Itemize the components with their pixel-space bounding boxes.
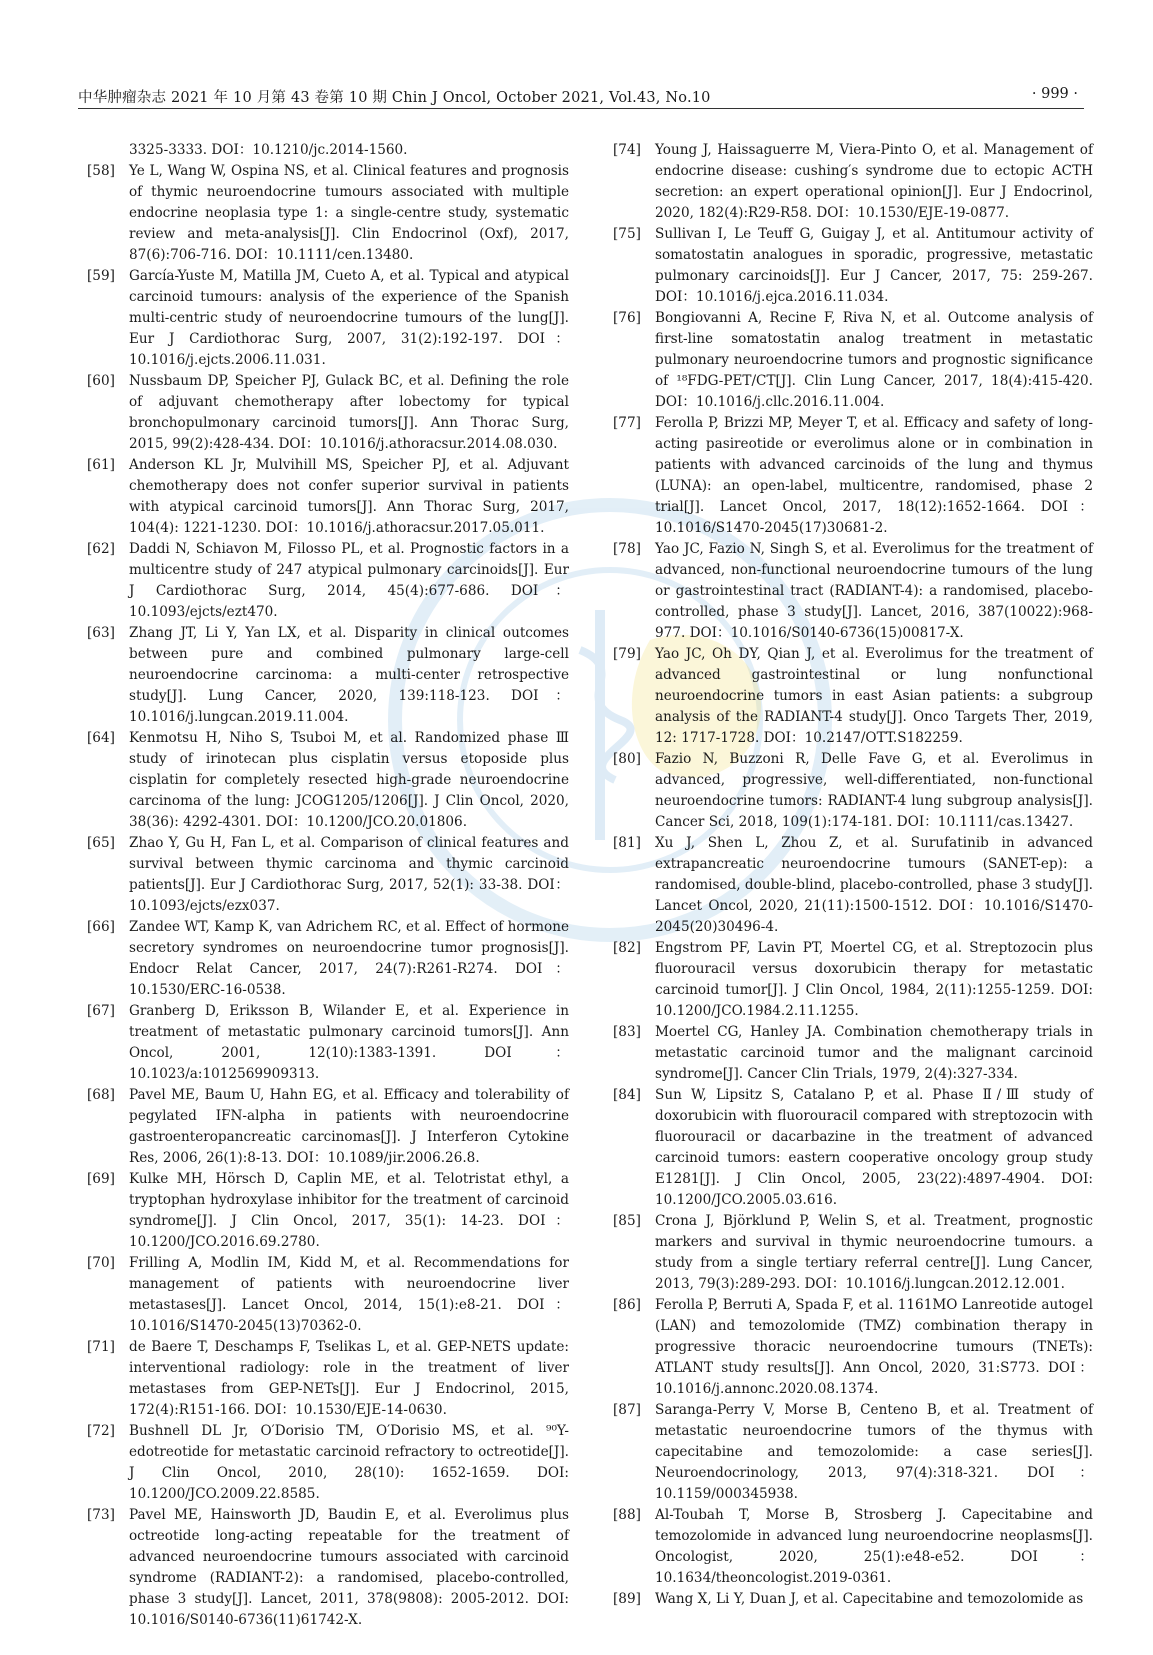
reference-text: Xu J, Shen L, Zhou Z, et al. Surufatinib in advanced extrapancreatic neuroendocrine tumours (SANET-ep): a randomised, double-blind, placebo-controlled, phase 3 study[J]. Lancet Oncol, 2020, 21(11):1500-1512. DOI：10.1016/S1470-2045(20)30496-4. [655,835,1093,935]
reference-text: Anderson KL Jr, Mulvihill MS, Speicher PJ, et al. Adjuvant chemotherapy does not confer superior survival in patients with atypical carcinoid tumors[J]. Ann Thorac Surg, 2017, 104(4): 1221-1230. DOI：10.1016/j.athoracsur.2017.05.011. [129,457,569,536]
reference-entry [613,1295,1093,1400]
reference-entry [613,1400,1093,1505]
reference-number: [78] [613,541,641,557]
reference-text: Frilling A, Modlin IM, Kidd M, et al. Recommendations for management of patients with neuroendocrine liver metastases[J]. Lancet Oncol, 2014, 15(1):e8-21. DOI：10.1016/S1470-2045(13)70362-0. [129,1255,569,1334]
reference-number: [80] [613,751,641,767]
reference-number: [66] [87,919,115,935]
reference-entry [87,1253,569,1337]
reference-entry [87,161,569,266]
reference-text: Ferolla P, Brizzi MP, Meyer T, et al. Efficacy and safety of long-acting pasireotide or everolimus alone or in combination in patients with advanced carcinoids of the lung and thymus (LUNA): an open-label, multicentre, randomised, phase 2 trial[J]. Lancet Oncol, 2017, 18(12):1652-1664. DOI：10.1016/S1470-2045(17)30681-2. [655,415,1093,536]
reference-number: [63] [87,625,115,641]
reference-number: [88] [613,1507,641,1523]
reference-number: [83] [613,1024,641,1040]
reference-text: Engstrom PF, Lavin PT, Moertel CG, et al. Streptozocin plus fluorouracil versus doxorubicin therapy for metastatic carcinoid tumor[J]. J Clin Oncol, 1984, 2(11):1255-1259. DOI: 10.1200/JCO.1984.2.11.1255. [655,940,1093,1019]
reference-entry [87,1085,569,1169]
reference-entry [87,539,569,623]
reference-entry [87,917,569,1001]
reference-number: [61] [87,457,115,473]
reference-text: 3325-3333. DOI：10.1210/jc.2014-1560. [129,142,408,158]
reference-text: Bongiovanni A, Recine F, Riva N, et al. Outcome analysis of first-line somatostatin analog treatment in metastatic pulmonary neuroendocrine tumors and prognostic significance of ¹⁸FDG-PET/CT[J]. Clin Lung Cancer, 2017, 18(4):415-420. DOI：10.1016/j.cllc.2016.11.004. [655,310,1093,410]
reference-number: [81] [613,835,641,851]
reference-entry [613,224,1093,308]
reference-text: Pavel ME, Baum U, Hahn EG, et al. Efficacy and tolerability of pegylated IFN-alpha in patients with neuroendocrine gastroenteropancreatic carcinomas[J]. J Interferon Cytokine Res, 2006, 26(1):8-13. DOI：10.1089/jir.2006.26.8. [129,1087,569,1166]
references-right-column [613,140,1093,1610]
reference-number: [87] [613,1402,641,1418]
reference-text: Zhao Y, Gu H, Fan L, et al. Comparison of clinical features and survival between thymic carcinoma and thymic carcinoid patients[J]. Eur J Cardiothorac Surg, 2017, 52(1): 33-38. DOI：10.1093/ejcts/ezx037. [129,835,569,914]
reference-entry [87,1001,569,1085]
reference-entry [87,1169,569,1253]
reference-number: [85] [613,1213,641,1229]
reference-entry [613,833,1093,938]
references-left-column [87,140,569,1631]
reference-entry [87,266,569,371]
reference-text: Daddi N, Schiavon M, Filosso PL, et al. Prognostic factors in a multicentre study of 247 atypical pulmonary carcinoids[J]. Eur J Cardiothorac Surg, 2014, 45(4):677-686. DOI：10.1093/ejcts/ezt470. [129,541,569,620]
reference-entry [613,749,1093,833]
reference-number: [73] [87,1507,115,1523]
reference-number: [59] [87,268,115,284]
reference-text: Ferolla P, Berruti A, Spada F, et al. 1161MO Lanreotide autogel (LAN) and temozolomide (TMZ) combination therapy in progressive thoracic neuroendocrine tumours (TNETs): ATLANT study results[J]. Ann Oncol, 2020, 31:S773. DOI：10.1016/j.annonc.2020.08.1374. [655,1297,1093,1397]
reference-text: Saranga-Perry V, Morse B, Centeno B, et al. Treatment of metastatic neuroendocrine tumors of the thymus with capecitabine and temozolomide: a case series[J]. Neuroendocrinology, 2013, 97(4):318-321. DOI：10.1159/000345938. [655,1402,1093,1502]
reference-number: [68] [87,1087,115,1103]
reference-entry [613,308,1093,413]
reference-number: [79] [613,646,641,662]
reference-entry [87,1505,569,1631]
reference-text: Sullivan I, Le Teuff G, Guigay J, et al. Antitumour activity of somatostatin analogues in sporadic, progressive, metastatic pulmonary carcinoids[J]. Eur J Cancer, 2017, 75: 259-267. DOI：10.1016/j.ejca.2016.11.034. [655,226,1093,305]
reference-number: [71] [87,1339,115,1355]
reference-number: [77] [613,415,641,431]
reference-number: [75] [613,226,641,242]
reference-entry [87,455,569,539]
reference-text: Kulke MH, Hörsch D, Caplin ME, et al. Telotristat ethyl, a tryptophan hydroxylase inhibitor for the treatment of carcinoid syndrome[J]. J Clin Oncol, 2017, 35(1): 14-23. DOI：10.1200/JCO.2016.69.2780. [129,1171,569,1250]
reference-text: Young J, Haissaguerre M, Viera-Pinto O, et al. Management of endocrine disease: cushing′s syndrome due to ectopic ACTH secretion: an expert operational opinion[J]. Eur J Endocrinol, 2020, 182(4):R29-R58. DOI：10.1530/EJE-19-0877. [655,142,1093,221]
reference-entry [613,644,1093,749]
reference-number: [89] [613,1591,641,1607]
reference-entry [87,833,569,917]
reference-number: [69] [87,1171,115,1187]
reference-text: Sun W, Lipsitz S, Catalano P, et al. Phase Ⅱ/Ⅲ study of doxorubicin with fluorouracil compared with streptozocin with fluorouracil or dacarbazine in the treatment of advanced carcinoid tumors: eastern cooperative oncology group study E1281[J]. J Clin Oncol, 2005, 23(22):4897-4904. DOI: 10.1200/JCO.2005.03.616. [655,1087,1093,1208]
reference-text: Yao JC, Oh DY, Qian J, et al. Everolimus for the treatment of advanced gastrointestinal or lung nonfunctional neuroendocrine tumors in east Asian patients: a subgroup analysis of the RADIANT-4 study[J]. Onco Targets Ther, 2019, 12: 1717-1728. DOI：10.2147/OTT.S182259. [655,646,1093,746]
reference-number: [72] [87,1423,115,1439]
reference-number: [84] [613,1087,641,1103]
reference-entry [613,140,1093,224]
reference-entry [87,1421,569,1505]
reference-number: [60] [87,373,115,389]
reference-number: [70] [87,1255,115,1271]
reference-text: Al-Toubah T, Morse B, Strosberg J. Capecitabine and temozolomide in advanced lung neuroendocrine neoplasms[J]. Oncologist, 2020, 25(1):e48-e52. DOI：10.1634/theoncologist.2019-0361. [655,1507,1093,1586]
reference-entry [87,140,569,161]
reference-text: Kenmotsu H, Niho S, Tsuboi M, et al. Randomized phase Ⅲ study of irinotecan plus cisplatin versus etoposide plus cisplatin for completely resected high-grade neuroendocrine carcinoma of the lung: JCOG1205/1206[J]. J Clin Oncol, 2020, 38(36): 4292-4301. DOI：10.1200/JCO.20.01806. [129,730,569,830]
page-number: · 999 · [1031,86,1078,102]
reference-number: [62] [87,541,115,557]
reference-text: Granberg D, Eriksson B, Wilander E, et al. Experience in treatment of metastatic pulmonary carcinoid tumors[J]. Ann Oncol, 2001, 12(10):1383-1391. DOI：10.1023/a:1012569909313. [129,1003,569,1082]
reference-entry [613,938,1093,1022]
reference-text: Zhang JT, Li Y, Yan LX, et al. Disparity in clinical outcomes between pure and combined pulmonary large-cell neuroendocrine carcinoma: a multi-center retrospective study[J]. Lung Cancer, 2020, 139:118-123. DOI：10.1016/j.lungcan.2019.11.004. [129,625,569,725]
reference-entry [613,539,1093,644]
reference-entry [87,623,569,728]
reference-text: Nussbaum DP, Speicher PJ, Gulack BC, et al. Defining the role of adjuvant chemotherapy after lobectomy for typical bronchopulmonary carcinoid tumors[J]. Ann Thorac Surg, 2015, 99(2):428-434. DOI：10.1016/j.athoracsur.2014.08.030. [129,373,569,452]
reference-text: Fazio N, Buzzoni R, Delle Fave G, et al. Everolimus in advanced, progressive, well-differentiated, non-functional neuroendocrine tumors: RADIANT-4 lung subgroup analysis[J]. Cancer Sci, 2018, 109(1):174-181. DOI：10.1111/cas.13427. [655,751,1093,830]
reference-entry [613,1022,1093,1085]
reference-entry [613,413,1093,539]
reference-number: [86] [613,1297,641,1313]
reference-number: [74] [613,142,641,158]
reference-text: García-Yuste M, Matilla JM, Cueto A, et al. Typical and atypical carcinoid tumours: analysis of the experience of the Spanish multi-centric study of neuroendocrine tumours of the lung[J]. Eur J Cardiothorac Surg, 2007, 31(2):192-197. DOI：10.1016/j.ejcts.2006.11.031. [129,268,569,368]
reference-number: [64] [87,730,115,746]
reference-number: [82] [613,940,641,956]
reference-entry [87,1337,569,1421]
reference-number: [65] [87,835,115,851]
reference-text: Wang X, Li Y, Duan J, et al. Capecitabine and temozolomide as [655,1591,1084,1607]
reference-text: Pavel ME, Hainsworth JD, Baudin E, et al. Everolimus plus octreotide long-acting repeatable for the treatment of advanced neuroendocrine tumours associated with carcinoid syndrome (RADIANT-2): a randomised, placebo-controlled, phase 3 study[J]. Lancet, 2011, 378(9808): 2005-2012. DOI: 10.1016/S0140-6736(11)61742-X. [129,1507,569,1628]
reference-number: [76] [613,310,641,326]
reference-entry [87,371,569,455]
reference-entry [613,1085,1093,1211]
reference-entry [613,1505,1093,1589]
reference-text: Bushnell DL Jr, O′Dorisio TM, O′Dorisio MS, et al. ⁹⁰Y-edotreotide for metastatic carcinoid refractory to octreotide[J]. J Clin Oncol, 2010, 28(10): 1652-1659. DOI: 10.1200/JCO.2009.22.8585. [129,1423,569,1502]
reference-entry [613,1211,1093,1295]
reference-number: [67] [87,1003,115,1019]
reference-entry [613,1589,1093,1610]
reference-number: [58] [87,163,115,179]
reference-text: Zandee WT, Kamp K, van Adrichem RC, et al. Effect of hormone secretory syndromes on neuroendocrine tumor prognosis[J]. Endocr Relat Cancer, 2017, 24(7):R261-R274. DOI：10.1530/ERC-16-0538. [129,919,569,998]
reference-text: Ye L, Wang W, Ospina NS, et al. Clinical features and prognosis of thymic neuroendocrine tumours associated with multiple endocrine neoplasia type 1: a single-centre study, systematic review and meta-analysis[J]. Clin Endocrinol (Oxf), 2017, 87(6):706-716. DOI：10.1111/cen.13480. [129,163,569,263]
reference-text: Yao JC, Fazio N, Singh S, et al. Everolimus for the treatment of advanced, non-functional neuroendocrine tumours of the lung or gastrointestinal tract (RADIANT-4): a randomised, placebo-controlled, phase 3 study[J]. Lancet, 2016, 387(10022):968-977. DOI：10.1016/S0140-6736(15)00817-X. [655,541,1093,641]
reference-text: de Baere T, Deschamps F, Tselikas L, et al. GEP-NETS update: interventional radiology: role in the treatment of liver metastases from GEP-NETs[J]. Eur J Endocrinol, 2015, 172(4):R151-166. DOI：10.1530/EJE-14-0630. [129,1339,569,1418]
reference-text: Crona J, Björklund P, Welin S, et al. Treatment, prognostic markers and survival in thymic neuroendocrine tumours. a study from a single tertiary referral centre[J]. Lung Cancer, 2013, 79(3):289-293. DOI：10.1016/j.lungcan.2012.12.001. [655,1213,1093,1292]
reference-entry [87,728,569,833]
reference-text: Moertel CG, Hanley JA. Combination chemotherapy trials in metastatic carcinoid tumor and the malignant carcinoid syndrome[J]. Cancer Clin Trials, 1979, 2(4):327-334. [655,1024,1093,1082]
journal-header: 中华肿瘤杂志 2021 年 10 月第 43 卷第 10 期 Chin J Oncol, October 2021, Vol.43, No.10 [78,90,711,106]
running-header [78,84,1084,109]
